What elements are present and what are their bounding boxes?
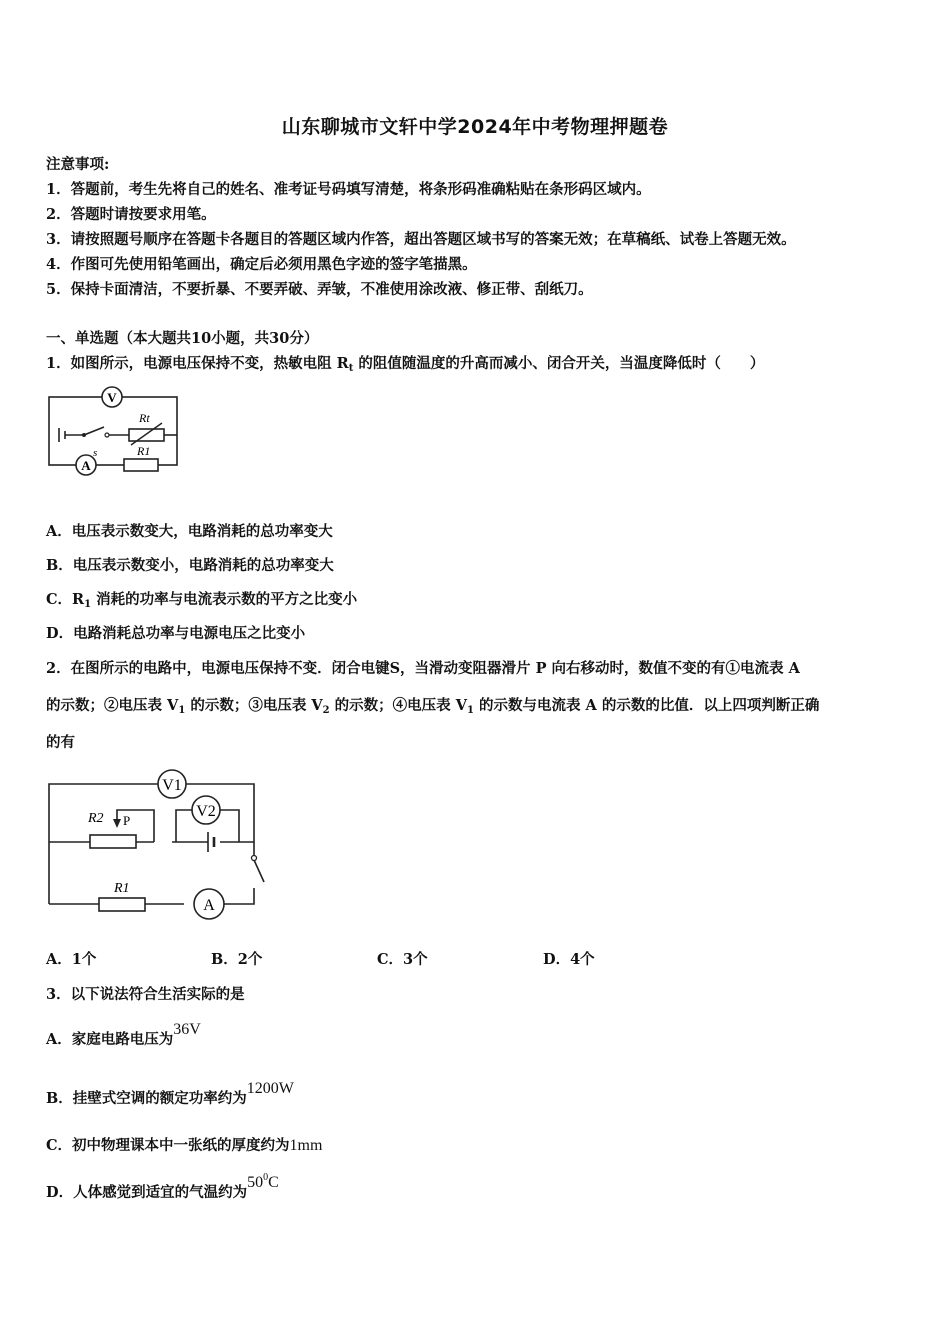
question-1-option-d: D．电路消耗总功率与电源电压之比变小: [46, 625, 306, 642]
notice-item: 3．请按照题号顺序在答题卡各题目的答题区域内作答，超出答题区域书写的答案无效；在草稿纸、试卷上答题无效。: [46, 231, 796, 248]
slider-label: P: [123, 813, 131, 828]
page-title: 山东聊城市文轩中学2024年中考物理押题卷: [281, 116, 669, 138]
question-3-option-a: A．家庭电路电压为36V: [46, 1021, 201, 1048]
notice-item: 1．答题前，考生先将自己的姓名、准考证号码填写清楚，将条形码准确粘贴在条形码区域内。: [46, 181, 651, 198]
ammeter-label: A: [81, 458, 91, 473]
voltmeter-v1-label: V1: [162, 777, 182, 794]
question-3-option-d: D．人体感觉到适宜的气温约为$50^0C$: [46, 1172, 279, 1201]
thermistor-label: Rt: [139, 411, 150, 425]
question-3-stem: 3．以下说法符合生活实际的是: [46, 986, 245, 1003]
section-heading: 一、单选题（本大题共10小题，共30分）: [46, 330, 319, 347]
notice-heading: 注意事项:: [46, 156, 110, 173]
question-2-stem-line: 的有: [46, 734, 75, 751]
notice-item: 4．作图可先使用铅笔画出，确定后必须用黑色字迹的签字笔描黑。: [46, 256, 477, 273]
switch-label: s: [93, 447, 98, 459]
question-3-option-b: B．挂壁式空调的额定功率约为1200W: [46, 1080, 294, 1107]
rheostat-label: R2: [88, 811, 104, 826]
question-1-stem: 1．如图所示，电源电压保持不变，热敏电阻 $R_t$ 的阻值随温度的升高而减小、闭合开关，当温度降低时（ ）: [46, 355, 765, 374]
question-1-option-c: C．$R_1$ 消耗的功率与电流表示数的平方之比变小: [46, 591, 358, 610]
question-1-circuit-diagram: [44, 383, 186, 491]
question-1-option-b: B．电压表示数变小，电路消耗的总功率变大: [46, 557, 334, 574]
question-2-circuit-diagram: [44, 764, 266, 920]
question-2-option-a: A．1个: [46, 951, 97, 968]
question-2-option-c: C．3个: [377, 951, 428, 968]
question-2-option-d: D．4个: [543, 951, 595, 968]
voltmeter-v2-label: V2: [196, 803, 216, 820]
resistor-label: R1: [114, 881, 130, 896]
ammeter-label: A: [203, 897, 215, 914]
notice-item: 2．答题时请按要求用笔。: [46, 206, 216, 223]
question-3-option-c: C．初中物理课本中一张纸的厚度约为1mm: [46, 1137, 323, 1154]
question-2-stem-line: 2．在图所示的电路中，电源电压保持不变．闭合电键S，当滑动变阻器滑片 P 向右移动时，数值不变的有①电流表 A: [46, 660, 800, 677]
question-2-stem-line: 的示数；②电压表 $V_1$ 的示数；③电压表 $V_2$ 的示数；④电压表 $V_1$ 的示数与电流表 A 的示数的比值．以上四项判断正确: [46, 697, 820, 716]
question-2-option-b: B．2个: [211, 951, 263, 968]
voltmeter-label: V: [107, 390, 117, 405]
resistor-label: R1: [137, 444, 151, 458]
notice-item: 5．保持卡面清洁，不要折暴、不要弄破、弄皱，不准使用涂改液、修正带、刮纸刀。: [46, 281, 593, 298]
question-1-option-a: A．电压表示数变大，电路消耗的总功率变大: [46, 523, 333, 540]
